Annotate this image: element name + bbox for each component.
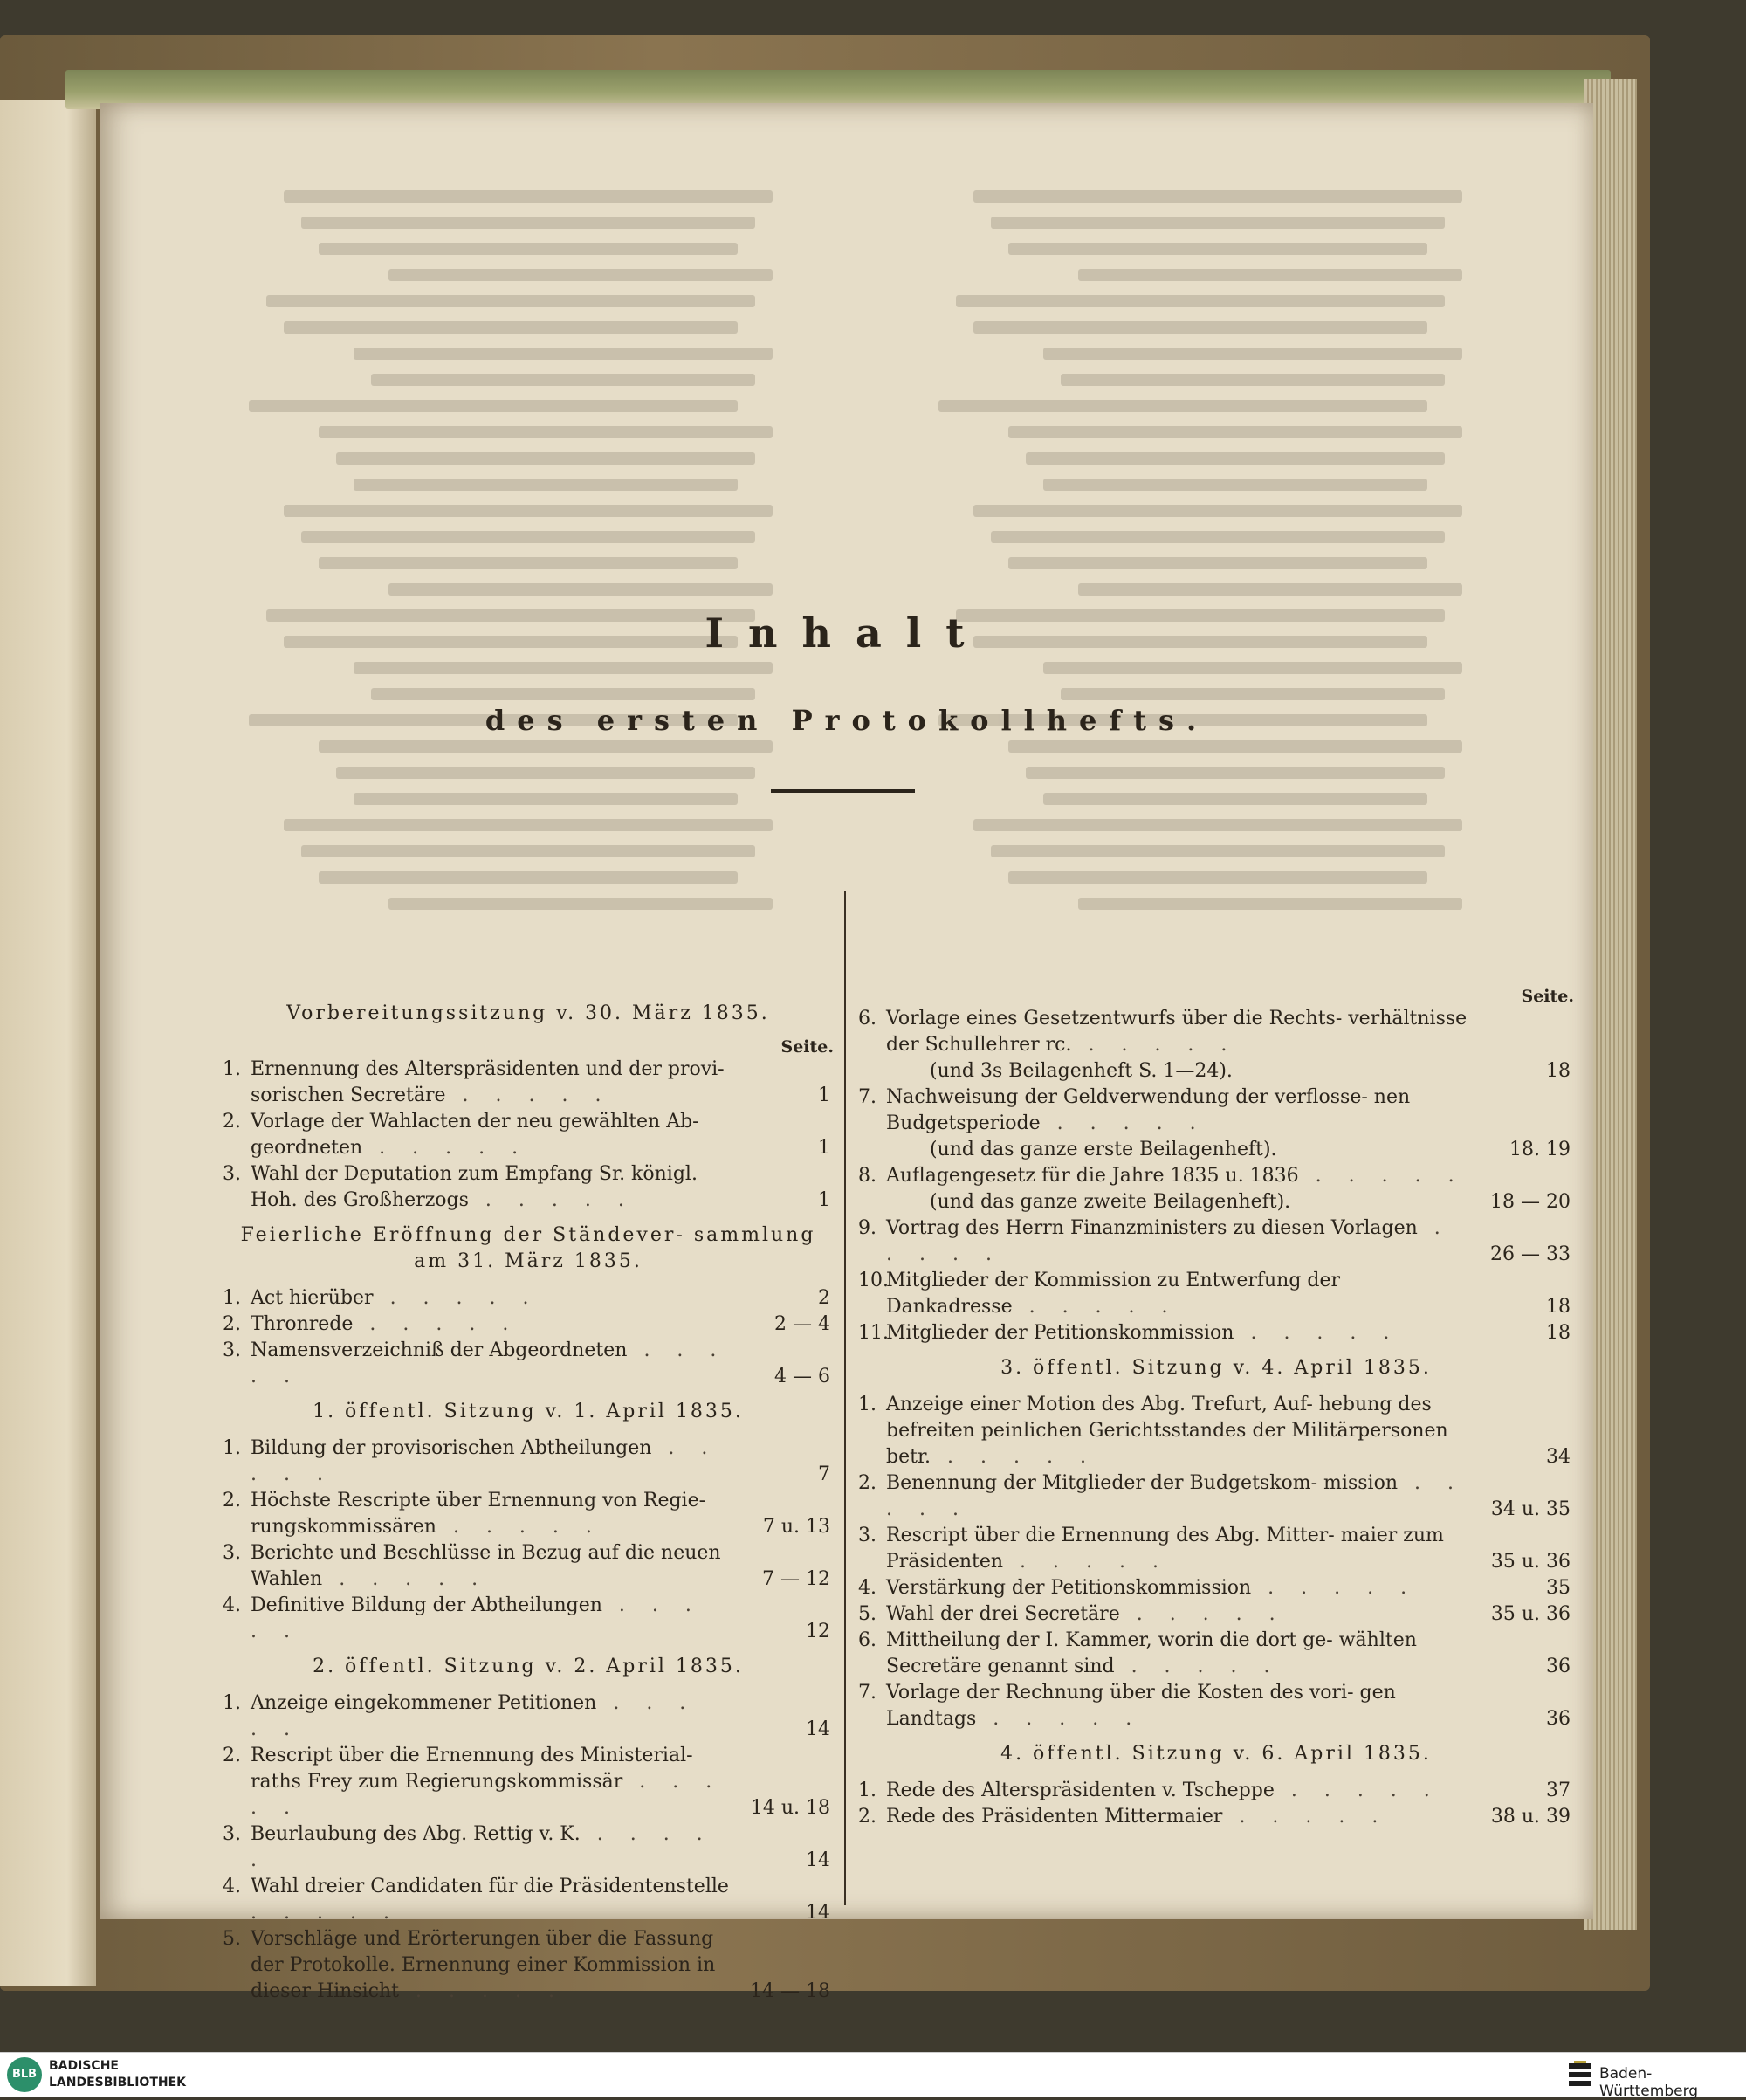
- leader-dots: . . . . .: [251, 1437, 718, 1485]
- entry-number: 1.: [858, 1394, 876, 1415]
- show-through-line: [973, 505, 1462, 517]
- leader-dots: . . . . .: [251, 1823, 713, 1871]
- entry-title: Benennung der Mitglieder der Budgetskom- mission: [886, 1472, 1398, 1494]
- page-title: Inhalt: [705, 609, 989, 657]
- entry-page: 1: [818, 1189, 830, 1211]
- show-through-line: [1008, 871, 1427, 884]
- show-through-line: [973, 819, 1462, 831]
- entry-title: Vortrag des Herrn Finanzministers zu diesen Vorlagen: [886, 1217, 1418, 1239]
- toc-entry[interactable]: [223, 1690, 834, 1743]
- show-through-line: [388, 269, 773, 281]
- show-through-line: [1043, 348, 1462, 360]
- leader-dots: . . . . .: [1012, 1296, 1179, 1318]
- entry-title: Nachweisung der Geldverwendung der verflosse- nen Budgetsperiode: [886, 1086, 1411, 1134]
- show-through-line: [1008, 557, 1427, 569]
- library-name-line2: LANDESBIBLIOTHEK: [49, 2076, 187, 2090]
- entry-number: 2.: [858, 1472, 876, 1494]
- entry-title: Wahl der drei Secretäre: [886, 1603, 1120, 1625]
- leader-dots: . . . . .: [362, 1137, 529, 1159]
- toc-entry[interactable]: [858, 1392, 1574, 1470]
- entry-page: 34: [1546, 1446, 1571, 1468]
- toc-entry[interactable]: [858, 1575, 1574, 1601]
- show-through-line: [319, 871, 738, 884]
- section-heading: Vorbereitungssitzung v. 30. März 1835.: [286, 1002, 770, 1024]
- show-through-line: [991, 531, 1445, 543]
- entry-page: 26 — 33: [1490, 1243, 1571, 1265]
- show-through-line: [973, 190, 1462, 203]
- toc-entry[interactable]: [223, 1109, 834, 1161]
- show-through-line: [354, 662, 773, 674]
- leader-dots: . . . . .: [1222, 1806, 1389, 1828]
- entry-title: Wahl dreier Candidaten für die Präsidentenstelle: [251, 1876, 729, 1897]
- show-through-line: [336, 767, 755, 779]
- toc-entry[interactable]: [223, 1312, 834, 1338]
- entry-number: 8.: [858, 1165, 876, 1187]
- leader-dots: . . . . .: [251, 1902, 400, 1924]
- entry-number: 2.: [858, 1806, 876, 1828]
- entry-title: Wahl der Deputation zum Empfang Sr. königl. Hoh. des Großherzogs: [251, 1163, 698, 1211]
- toc-entry[interactable]: [858, 1320, 1574, 1346]
- toc-entry[interactable]: [223, 1285, 834, 1312]
- leader-dots: . . . . .: [445, 1084, 612, 1106]
- entry-title: Auflagengesetz für die Jahre 1835 u. 1836: [886, 1165, 1299, 1187]
- show-through-line: [284, 505, 773, 517]
- entry-number: 1.: [223, 1058, 241, 1080]
- column-divider: [844, 891, 846, 1905]
- entry-number: 3.: [223, 1823, 241, 1845]
- show-through-line: [1078, 269, 1462, 281]
- show-through-line: [1026, 452, 1445, 465]
- leader-dots: . . . . .: [1298, 1165, 1465, 1187]
- toc-entry[interactable]: [858, 1778, 1574, 1804]
- entry-title: Rede des Alterspräsidenten v. Tscheppe: [886, 1780, 1275, 1801]
- entry-number: 4.: [223, 1876, 241, 1897]
- leader-dots: . . . . .: [1003, 1551, 1169, 1573]
- entry-page: 18. 19: [1509, 1139, 1571, 1160]
- toc-entry[interactable]: [223, 1874, 834, 1926]
- section-heading: 3. öffentl. Sitzung v. 4. April 1835.: [1000, 1357, 1432, 1379]
- show-through-line: [1026, 767, 1445, 779]
- page: [100, 103, 1593, 2002]
- entry-title: Beurlaubung des Abg. Rettig v. K.: [251, 1823, 581, 1845]
- library-name[interactable]: [49, 2058, 186, 2091]
- entry-page: 1: [818, 1084, 830, 1106]
- entry-number: 3.: [223, 1163, 241, 1185]
- entry-number: 9.: [858, 1217, 876, 1239]
- leader-dots: . . . . .: [251, 1692, 697, 1740]
- entry-number: 7.: [858, 1086, 876, 1108]
- entry-page: 4 — 6: [774, 1366, 830, 1387]
- show-through-line: [284, 190, 773, 203]
- show-through-line: [284, 819, 773, 831]
- entry-title: Mitglieder der Kommission zu Entwerfung der Dankadresse: [886, 1270, 1341, 1318]
- entry-page: 2: [818, 1287, 830, 1309]
- toc-entry[interactable]: [858, 1804, 1574, 1830]
- toc-entry[interactable]: [223, 1161, 834, 1214]
- entry-title: Rescript über die Ernennung des Ministerial- raths Frey zum Regierungskommissär: [251, 1745, 693, 1793]
- leader-dots: . . . . .: [436, 1516, 602, 1538]
- entry-note: (und das ganze zweite Beilagenheft).: [930, 1191, 1291, 1213]
- entry-title: Definitive Bildung der Abtheilungen: [251, 1594, 602, 1616]
- show-through-line: [371, 374, 755, 386]
- entry-page: 34 u. 35: [1490, 1498, 1571, 1520]
- entry-number: 3.: [858, 1525, 876, 1546]
- leader-dots: . . . . .: [931, 1446, 1096, 1468]
- show-through-line: [319, 557, 738, 569]
- entry-number: 1.: [223, 1692, 241, 1714]
- show-through-line: [319, 243, 738, 255]
- toc-entry[interactable]: [858, 1470, 1574, 1523]
- show-through-line: [1043, 662, 1462, 674]
- entry-page: 14: [806, 1849, 830, 1871]
- page-subtitle: des ersten Protokollhefts.: [485, 704, 1209, 737]
- show-through-line: [371, 688, 755, 700]
- entry-page: 7 u. 13: [762, 1516, 830, 1538]
- entry-number: 2.: [223, 1745, 241, 1766]
- entry-page: 14 — 18: [750, 1980, 830, 2002]
- entry-title: Anzeige einer Motion des Abg. Trefurt, Auf- hebung des befreiten peinlichen Gerichtsstandes der Militärpersonen betr.: [886, 1394, 1448, 1468]
- entry-number: 3.: [223, 1542, 241, 1564]
- toc-entry[interactable]: [858, 1215, 1574, 1268]
- entry-title: Anzeige eingekommener Petitionen: [251, 1692, 597, 1714]
- entry-page: 12: [806, 1621, 830, 1642]
- entry-page: 2 — 4: [774, 1313, 830, 1335]
- entry-number: 10.: [858, 1270, 889, 1291]
- entry-number: 6.: [858, 1008, 876, 1029]
- show-through-line: [991, 845, 1445, 857]
- entry-title: Ernennung des Alterspräsidenten und der provi- sorischen Secretäre: [251, 1058, 725, 1106]
- show-through-line: [1043, 479, 1427, 491]
- show-through-line: [301, 217, 755, 229]
- toc-entry[interactable]: [223, 1926, 834, 2005]
- toc-entry[interactable]: [223, 1057, 834, 1109]
- show-through-line: [354, 793, 738, 805]
- toc-entry[interactable]: [223, 1743, 834, 1821]
- entry-number: 2.: [223, 1490, 241, 1511]
- entry-page: 35 u. 36: [1490, 1551, 1571, 1573]
- entry-title: Act hierüber: [251, 1287, 374, 1309]
- entry-note: (und 3s Beilagenheft S. 1—24).: [930, 1060, 1233, 1082]
- show-through-line: [956, 295, 1445, 307]
- entry-number: 2.: [223, 1313, 241, 1335]
- show-through-line: [973, 321, 1427, 334]
- blb-logo-icon[interactable]: BLB: [7, 2057, 42, 2092]
- entry-page: 37: [1546, 1780, 1571, 1801]
- toc-entry[interactable]: [223, 1488, 834, 1540]
- leader-dots: . . . . .: [1040, 1112, 1206, 1134]
- show-through-line: [319, 740, 773, 753]
- entry-title: Bildung der provisorischen Abtheilungen: [251, 1437, 652, 1459]
- library-name-line1: BADISCHE: [49, 2059, 119, 2073]
- left-page-edge: [0, 100, 96, 1986]
- show-through-line: [1043, 793, 1427, 805]
- entry-title: Thronrede: [251, 1313, 354, 1335]
- leader-dots: . . . . .: [886, 1472, 1464, 1520]
- show-through-line: [938, 400, 1427, 412]
- entry-page: 14 u. 18: [750, 1797, 830, 1819]
- show-through-line: [1008, 426, 1462, 438]
- leader-dots: . . . . .: [251, 1594, 702, 1642]
- show-through-line: [301, 845, 755, 857]
- section-heading: 2. öffentl. Sitzung v. 2. April 1835.: [313, 1656, 744, 1677]
- toc-entry[interactable]: [223, 1338, 834, 1390]
- leader-dots: . . . . .: [353, 1313, 519, 1335]
- leader-dots: . . . . .: [399, 1980, 565, 2002]
- entry-page: 36: [1546, 1656, 1571, 1677]
- entry-page: 18: [1546, 1296, 1571, 1318]
- show-through-line: [388, 583, 773, 596]
- entry-title: Höchste Rescripte über Ernennung von Regie- rungskommissären: [251, 1490, 706, 1538]
- leader-dots: . . . . .: [1274, 1780, 1440, 1801]
- entry-title: Vorlage der Wahlacten der neu gewählten Ab- geordneten: [251, 1111, 699, 1159]
- entry-page: 35: [1546, 1577, 1571, 1599]
- section-heading: 4. öffentl. Sitzung v. 6. April 1835.: [1000, 1743, 1432, 1765]
- toc-entry[interactable]: [223, 1593, 834, 1645]
- show-through-line: [991, 217, 1445, 229]
- entry-page: 18 — 20: [1490, 1191, 1571, 1213]
- entry-number: 11.: [858, 1322, 889, 1344]
- leader-dots: . . . . .: [1071, 1034, 1238, 1056]
- entry-page: 14: [806, 1718, 830, 1740]
- show-through-line: [249, 400, 738, 412]
- show-through-line: [336, 452, 755, 465]
- entry-title: Mitglieder der Petitionskommission: [886, 1322, 1234, 1344]
- entry-number: 5.: [858, 1603, 876, 1625]
- leader-dots: . . . . .: [251, 1771, 723, 1819]
- toc-left-column: [223, 889, 834, 2005]
- toc-right-column: [858, 889, 1574, 1830]
- entry-page: 7: [818, 1463, 830, 1485]
- entry-number: 1.: [223, 1287, 241, 1309]
- entry-number: 4.: [858, 1577, 876, 1599]
- show-through-line: [1078, 583, 1462, 596]
- entry-page: 38 u. 39: [1490, 1806, 1571, 1828]
- leader-dots: . . . . .: [468, 1189, 635, 1211]
- toc-entry[interactable]: [858, 1601, 1574, 1628]
- leader-dots: . . . . .: [1251, 1577, 1418, 1599]
- entry-number: 6.: [858, 1629, 876, 1651]
- show-through-line: [354, 479, 738, 491]
- leader-dots: . . . . .: [322, 1568, 489, 1590]
- leader-dots: . . . . .: [1119, 1603, 1286, 1625]
- entry-title: Rede des Präsidenten Mittermaier: [886, 1806, 1223, 1828]
- show-through-line: [1008, 243, 1427, 255]
- toc-entry[interactable]: [858, 1680, 1574, 1732]
- entry-number: 1.: [858, 1780, 876, 1801]
- footer-bar: [0, 2052, 1746, 2100]
- entry-note: (und das ganze erste Beilagenheft).: [930, 1139, 1277, 1160]
- page-column-label: Seite.: [780, 1037, 834, 1057]
- leader-dots: . . . . .: [1114, 1656, 1281, 1677]
- entry-number: 1.: [223, 1437, 241, 1459]
- entry-page: 7 — 12: [762, 1568, 830, 1590]
- title-rule: [771, 789, 915, 793]
- entry-page: 18: [1546, 1060, 1571, 1082]
- show-through-line: [319, 426, 773, 438]
- toc-entry[interactable]: [858, 1523, 1574, 1575]
- page-column-label: Seite.: [1521, 987, 1574, 1006]
- entry-title: Vorlage der Rechnung über die Kosten des vori- gen Landtags: [886, 1682, 1396, 1730]
- show-through-line: [284, 321, 738, 334]
- entry-page: 14: [806, 1902, 830, 1924]
- toc-entry[interactable]: [858, 1006, 1574, 1084]
- entry-number: 3.: [223, 1339, 241, 1361]
- entry-title: Verstärkung der Petitionskommission: [886, 1577, 1252, 1599]
- toc-entry[interactable]: [223, 1821, 834, 1874]
- entry-number: 2.: [223, 1111, 241, 1133]
- section-heading: 1. öffentl. Sitzung v. 1. April 1835.: [313, 1401, 744, 1422]
- show-through-line: [1008, 740, 1462, 753]
- show-through-line: [1061, 688, 1445, 700]
- state-name[interactable]: Baden-Württemberg: [1599, 2065, 1699, 2100]
- toc-entry[interactable]: [858, 1163, 1574, 1215]
- entry-title: Berichte und Beschlüsse in Bezug auf die neuen Wahlen: [251, 1542, 721, 1590]
- leader-dots: . . . . .: [1234, 1322, 1400, 1344]
- entry-title: Rescript über die Ernennung des Abg. Mitter- maier zum Präsidenten: [886, 1525, 1444, 1573]
- baden-wuerttemberg-lions-icon[interactable]: [1567, 2060, 1593, 2090]
- toc-entry[interactable]: [223, 1540, 834, 1593]
- show-through-line: [1061, 374, 1445, 386]
- entry-number: 7.: [858, 1682, 876, 1704]
- show-through-line: [301, 531, 755, 543]
- entry-number: 4.: [223, 1594, 241, 1616]
- entry-page: 18: [1546, 1322, 1571, 1344]
- show-through-line: [266, 295, 755, 307]
- leader-dots: . . . . .: [886, 1217, 1451, 1265]
- entry-number: 5.: [223, 1928, 241, 1950]
- leader-dots: . . . . .: [373, 1287, 540, 1309]
- toc-entry[interactable]: [858, 1268, 1574, 1320]
- leader-dots: . . . . .: [251, 1339, 727, 1387]
- entry-title: Namensverzeichniß der Abgeordneten: [251, 1339, 628, 1361]
- leader-dots: . . . . .: [976, 1708, 1143, 1730]
- toc-entry[interactable]: [858, 1084, 1574, 1163]
- toc-entry[interactable]: [858, 1628, 1574, 1680]
- show-through-line: [354, 348, 773, 360]
- toc-entry[interactable]: [223, 1436, 834, 1488]
- entry-title: Vorschläge und Erörterungen über die Fassung der Protokolle. Ernennung einer Kommission in dieser Hinsicht: [251, 1928, 716, 2002]
- section-heading: Feierliche Eröffnung der Ständever- sammlung am 31. März 1835.: [240, 1224, 816, 1272]
- entry-page: 1: [818, 1137, 830, 1159]
- entry-page: 36: [1546, 1708, 1571, 1730]
- show-through-text: [100, 103, 1593, 889]
- entry-title: Mittheilung der I. Kammer, worin die dort ge- wählten Secretäre genannt sind: [886, 1629, 1417, 1677]
- entry-page: 35 u. 36: [1490, 1603, 1571, 1625]
- entry-title: Vorlage eines Gesetzentwurfs über die Rechts- verhältnisse der Schullehrer rc.: [886, 1008, 1468, 1056]
